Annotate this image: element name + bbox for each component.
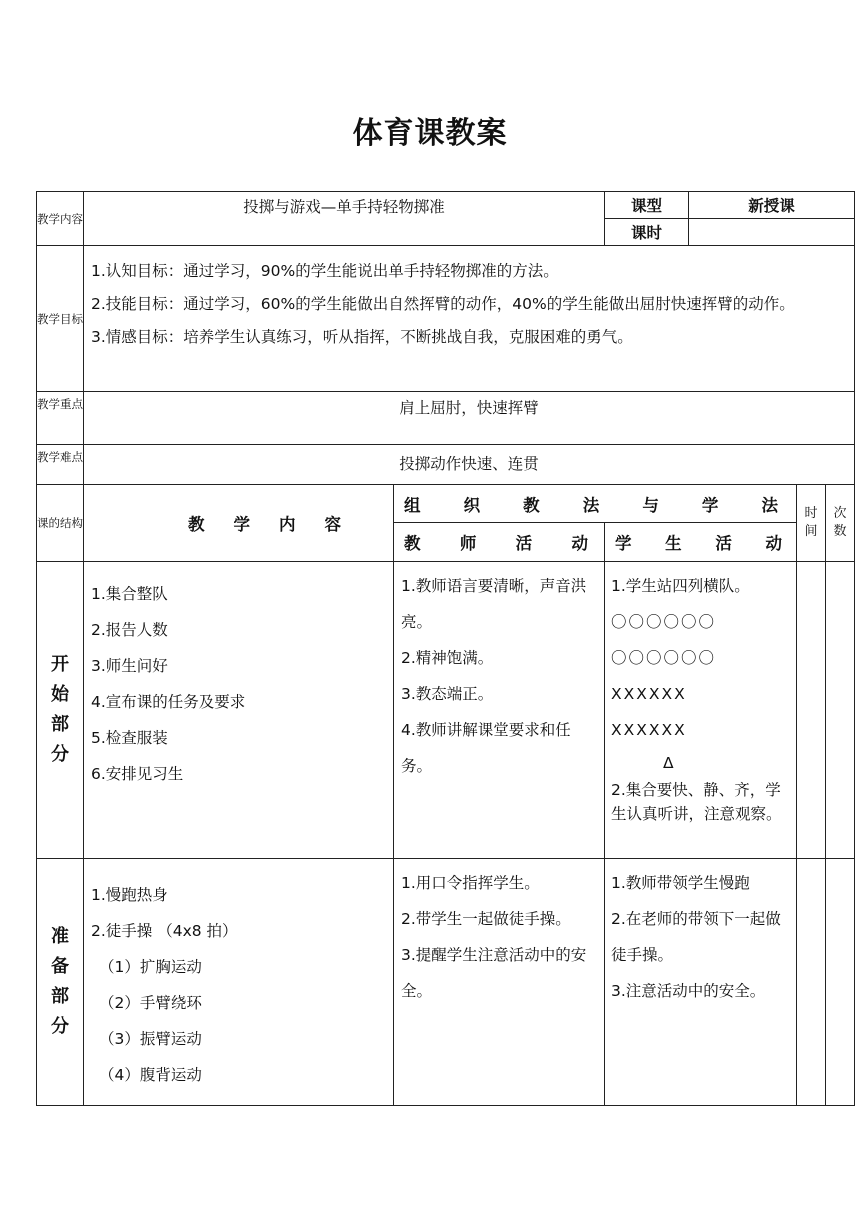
list-item: 6.安排见习生 <box>91 765 184 783</box>
student-activity-header: 学 生 活 动 <box>605 523 797 562</box>
org-method-header: 组 织 教 法 与 学 法 <box>394 485 797 523</box>
prep-content <box>84 859 394 1106</box>
teacher-triangle-icon: Δ <box>663 754 674 772</box>
section-name-start: 开始部分 <box>37 562 84 859</box>
difficulty-value: 投掷动作快速、连贯 <box>84 445 855 485</box>
lesson-period-label: 课时 <box>605 219 689 246</box>
list-item: 1.教师带领学生慢跑 <box>611 874 750 892</box>
objective-line: 1.认知目标：通过学习，90%的学生能说出单手持轻物掷准的方法。 <box>91 262 559 280</box>
prep-count <box>826 859 855 1106</box>
formation-row-circles: 〇〇〇〇〇〇 <box>611 613 717 631</box>
list-item: （1）扩胸运动 <box>99 958 202 976</box>
start-count <box>826 562 855 859</box>
list-item: 4.教师讲解课堂要求和任务。 <box>401 721 571 775</box>
key-point-label: 教学重点 <box>37 392 84 445</box>
start-student-activity <box>605 562 797 859</box>
count-header: 次数 <box>826 485 855 562</box>
list-item: 1.慢跑热身 <box>91 886 168 904</box>
list-item: 2.带学生一起做徒手操。 <box>401 910 571 928</box>
content-label: 教学内容 <box>37 192 84 246</box>
lesson-type-value: 新授课 <box>689 192 855 219</box>
formation-row-crosses: XXXXXX <box>611 721 687 739</box>
objective-line: 3.情感目标：培养学生认真练习，听从指挥，不断挑战自我，克服困难的勇气。 <box>91 328 633 346</box>
time-header: 时间 <box>797 485 826 562</box>
key-point-value: 肩上屈肘，快速挥臂 <box>84 392 855 445</box>
start-content <box>84 562 394 859</box>
list-item: 2.徒手操 （4x8 拍） <box>91 922 238 940</box>
start-time <box>797 562 826 859</box>
formation-row-circles: 〇〇〇〇〇〇 <box>611 649 717 667</box>
section-name-preparation: 准备部分 <box>37 859 84 1106</box>
lesson-type-label: 课型 <box>605 192 689 219</box>
structure-label: 课的结构 <box>37 485 84 562</box>
list-item: 2.在老师的带领下一起做徒手操。 <box>611 910 781 964</box>
prep-teacher-activity <box>394 859 605 1106</box>
list-item: 4.宣布课的任务及要求 <box>91 693 246 711</box>
list-item: 1.集合整队 <box>91 585 168 603</box>
list-item: 1.学生站四列横队。 <box>611 577 750 595</box>
list-item: 3.教态端正。 <box>401 685 494 703</box>
objectives-label: 教学目标 <box>37 246 84 392</box>
start-teacher-activity <box>394 562 605 859</box>
list-item: 2.集合要快、静、齐，学生认真听讲，注意观察。 <box>611 781 782 823</box>
list-item: 2.精神饱满。 <box>401 649 494 667</box>
page-title: 体育课教案 <box>352 116 508 151</box>
list-item: 3.注意活动中的安全。 <box>611 982 766 1000</box>
difficulty-label: 教学难点 <box>37 445 84 485</box>
list-item: 3.提醒学生注意活动中的安全。 <box>401 946 587 1000</box>
prep-student-activity <box>605 859 797 1106</box>
formation-row-crosses: XXXXXX <box>611 685 687 703</box>
list-item: （4）腹背运动 <box>99 1066 202 1084</box>
lesson-content: 投掷与游戏—单手持轻物掷准 <box>84 192 605 246</box>
lesson-period-value <box>689 219 855 246</box>
list-item: 3.师生问好 <box>91 657 168 675</box>
list-item: （2）手臂绕环 <box>99 994 202 1012</box>
teacher-activity-header: 教 师 活 动 <box>394 523 605 562</box>
list-item: （3）振臂运动 <box>99 1030 202 1048</box>
list-item: 1.教师语言要清晰，声音洪亮。 <box>401 577 587 631</box>
objective-line: 2.技能目标：通过学习，60%的学生能做出自然挥臂的动作，40%的学生能做出屈肘快速挥臂的动作。 <box>91 295 795 313</box>
content-header: 教 学 内 容 <box>84 485 394 562</box>
list-item: 2.报告人数 <box>91 621 168 639</box>
list-item: 5.检查服装 <box>91 729 168 747</box>
lesson-plan-table <box>36 191 855 1106</box>
objectives-cell <box>84 246 855 392</box>
list-item: 1.用口令指挥学生。 <box>401 874 540 892</box>
prep-time <box>797 859 826 1106</box>
